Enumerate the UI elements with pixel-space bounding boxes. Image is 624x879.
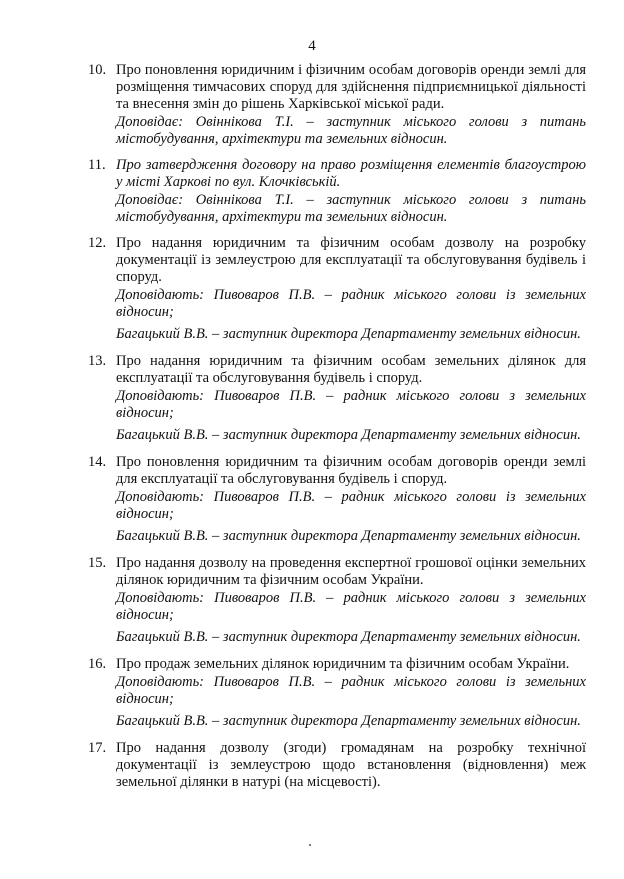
item-title: Про надання дозволу (згоди) громадянам на розробку технічної документації із землеустрою щодо встановлення (відновлення) меж земельної ділянки в натурі (на місцевості). xyxy=(116,740,586,790)
item-speaker: Багацький В.В. – заступник директора Департаменту земельних відносин. xyxy=(116,528,581,544)
item-title: Про затвердження договору на право розміщення елементів благоустрою у місті Харкові по вул. Клочківській. xyxy=(116,157,586,190)
agenda-item-13 xyxy=(84,353,586,444)
item-speaker: Доповідають: Пивоваров П.В. – радник міського голови із земельних відносин; xyxy=(116,674,586,707)
item-speaker: Багацький В.В. – заступник директора Департаменту земельних відносин. xyxy=(116,427,581,443)
item-speaker: Багацький В.В. – заступник директора Департаменту земельних відносин. xyxy=(116,629,581,645)
agenda-item-14 xyxy=(84,454,586,545)
item-number: 17. xyxy=(88,740,107,756)
item-title: Про надання юридичним та фізичним особам земельних ділянок для експлуатації та обслуговування будівель і споруд. xyxy=(116,353,586,386)
item-number: 14. xyxy=(88,454,107,470)
agenda-item-15 xyxy=(84,555,586,646)
item-speaker: Доповідають: Пивоваров П.В. – радник міського голови з земельних відносин; xyxy=(116,388,586,421)
item-speaker: Багацький В.В. – заступник директора Департаменту земельних відносин. xyxy=(116,326,581,342)
item-title: Про продаж земельних ділянок юридичним та фізичним особам України. xyxy=(116,656,570,672)
agenda-item-11 xyxy=(84,157,586,226)
item-title: Про поновлення юридичним і фізичним особам договорів оренди землі для розміщення тимчасових споруд для здійснення підприємницької діяльності та внесення змін до рішень Харківської міської ради. xyxy=(116,62,586,112)
item-speaker: Доповідають: Пивоваров П.В. – радник міського голови із земельних відносин; xyxy=(116,489,586,522)
item-title: Про надання юридичним та фізичним особам дозволу на розробку документації із землеустрою для експлуатації та обслуговування будівель і споруд. xyxy=(116,235,586,285)
scan-speck xyxy=(309,844,311,846)
page-number: 4 xyxy=(308,38,316,54)
agenda-item-10 xyxy=(84,62,586,148)
item-number: 13. xyxy=(88,353,107,369)
item-number: 11. xyxy=(88,157,106,173)
item-number: 12. xyxy=(88,235,107,251)
item-speaker: Доповідають: Пивоваров П.В. – радник міського голови з земельних відносин; xyxy=(116,590,586,623)
item-number: 10. xyxy=(88,62,107,78)
item-title: Про надання дозволу на проведення експертної грошової оцінки земельних ділянок юридичним та фізичним особам України. xyxy=(116,555,586,588)
item-number: 15. xyxy=(88,555,107,571)
agenda-item-17 xyxy=(84,740,586,791)
item-speaker: Доповідають: Пивоваров П.В. – радник міського голови із земельних відносин; xyxy=(116,287,586,320)
agenda-item-12 xyxy=(84,235,586,343)
item-speaker: Доповідає: Овіннікова Т.І. – заступник міського голови з питань містобудування, архітектури та земельних відносин. xyxy=(116,114,586,147)
item-number: 16. xyxy=(88,656,107,672)
item-speaker: Доповідає: Овіннікова Т.І. – заступник міського голови з питань містобудування, архітектури та земельних відносин. xyxy=(116,192,586,225)
item-speaker: Багацький В.В. – заступник директора Департаменту земельних відносин. xyxy=(116,713,581,729)
agenda-list xyxy=(84,62,586,791)
agenda-item-16 xyxy=(84,656,586,730)
item-title: Про поновлення юридичним та фізичним особам договорів оренди землі для експлуатації та обслуговування будівель і споруд. xyxy=(116,454,586,487)
